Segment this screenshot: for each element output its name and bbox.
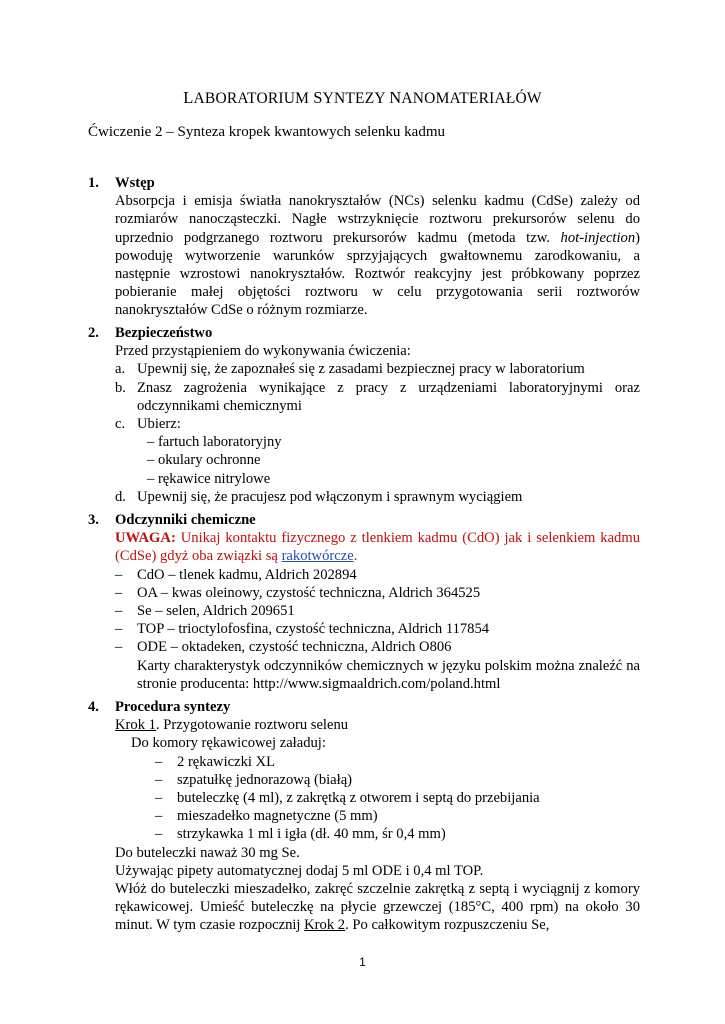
section-introduction: [88, 174, 640, 320]
section-number: 1.: [88, 175, 99, 191]
list-item: – OA – kwas oleinowy, czystość techniczna, Aldrich 364525: [115, 584, 481, 601]
list-item: c. Ubierz:: [115, 416, 181, 433]
list-item: – ODE – oktadeken, czystość techniczna, Aldrich O806: [115, 639, 452, 656]
section-number: 2.: [88, 325, 99, 341]
list-item: – TOP – trioctylofosfina, czystość techniczna, Aldrich 117854: [115, 621, 490, 638]
section-number: 4.: [88, 699, 99, 715]
step-1-heading: Krok 1. Przygotowanie roztworu selenu: [115, 717, 349, 734]
list-item: – 2 rękawiczki XL: [155, 753, 276, 770]
list-item: – Se – selen, Aldrich 209651: [115, 603, 295, 620]
list-item: d. Upewnij się, że pracujesz pod włączonym i sprawnym wyciągiem: [115, 488, 523, 505]
page-number: 1: [359, 955, 366, 969]
list-item: – strzykawka 1 ml i igła (dł. 40 mm, śr 0,4 mm): [155, 826, 446, 843]
list-item: – okulary ochronne: [147, 452, 261, 469]
section-title: Procedura syntezy: [115, 699, 231, 715]
list-item: b. Znasz zagrożenia wynikające z pracy z urządzeniami laboratoryjnymi oraz odczynnikami chemicznymi: [115, 379, 640, 414]
list-item: – CdO – tlenek kadmu, Aldrich 202894: [115, 566, 357, 583]
section-title: Wstęp: [115, 175, 155, 191]
step-2-reference: Krok 2: [304, 917, 346, 934]
list-item: – fartuch laboratoryjny: [147, 434, 282, 451]
glovebox-load: Do komory rękawicowej załaduj:: [131, 735, 326, 752]
procedure-line: Do buteleczki naważ 30 mg Se.: [115, 844, 300, 861]
section-procedure: [88, 698, 640, 935]
warning-text: UWAGA: Unikaj kontaktu fizycznego z tlenkiem kadmu (CdO) jak i selenkiem kadmu (CdSe) gdyż oba związki są rakotwórcze.: [115, 530, 640, 565]
wear-list: [147, 433, 640, 488]
list-item: – rękawice nitrylowe: [147, 470, 271, 487]
glovebox-items: [155, 753, 640, 844]
section-number: 3.: [88, 512, 99, 528]
list-item: – szpatułkę jednorazową (białą): [155, 771, 353, 788]
list-item: – mieszadełko magnetyczne (5 mm): [155, 808, 378, 825]
safety-intro: Przed przystąpieniem do wykonywania ćwiczenia:: [115, 343, 411, 360]
procedure-paragraph: Włóż do buteleczki mieszadełko, zakręć szczelnie zakrętką z septą i wyciągnij z komory rękawicowej. Umieść buteleczkę na płycie grzewczej (185°C, 400 rpm) na około 30 minut. W tym czasie rozpocznij Krok 2. Po całkowitym rozpuszczeniu Se,: [115, 881, 640, 934]
document-title: LABORATORIUM SYNTEZY NANOMATERIAŁÓW: [183, 88, 542, 107]
list-item: a. Upewnij się, że zapoznałeś się z zasadami bezpiecznej pracy w laboratorium: [115, 361, 585, 378]
section-safety: [88, 324, 640, 506]
list-item: – buteleczkę (4 ml), z zakrętką z otworem i septą do przebijania: [155, 790, 540, 807]
msds-note: Karty charakterystyk odczynników chemicznych w języku polskim można znaleźć na stronie producenta: http://www.sigmaaldrich.com/poland.html: [137, 657, 640, 692]
procedure-line: Używając pipety automatycznej dodaj 5 ml ODE i 0,4 ml TOP.: [115, 862, 484, 879]
section-title: Odczynniki chemiczne: [115, 512, 256, 528]
exercise-subtitle: Ćwiczenie 2 – Synteza kropek kwantowych selenku kadmu: [88, 124, 445, 140]
section-title: Bezpieczeństwo: [115, 325, 213, 341]
section-reagents: [88, 511, 640, 693]
carcinogenic-link[interactable]: rakotwórcze: [281, 548, 354, 565]
intro-paragraph: Absorpcja i emisja światła nanokryształów (NCs) selenku kadmu (CdSe) zależy od rozmiarów nanocząsteczki. Nagłe wstrzyknięcie roztworu prekursorów selenu do uprzednio podgrzanego roztworu prekursorów kadmu (metoda tzw. hot-injection) powoduję wytworzenie warunków sprzyjających gwałtownemu zarodkowaniu, a następnie wzrostowi nanokryształów. Roztwór reakcyjny jest próbkowany poprzez pobieranie małej objętości roztworu w celu przygotowania serii roztworów nanokryształów CdSe o różnym rozmiarze.: [115, 193, 640, 319]
